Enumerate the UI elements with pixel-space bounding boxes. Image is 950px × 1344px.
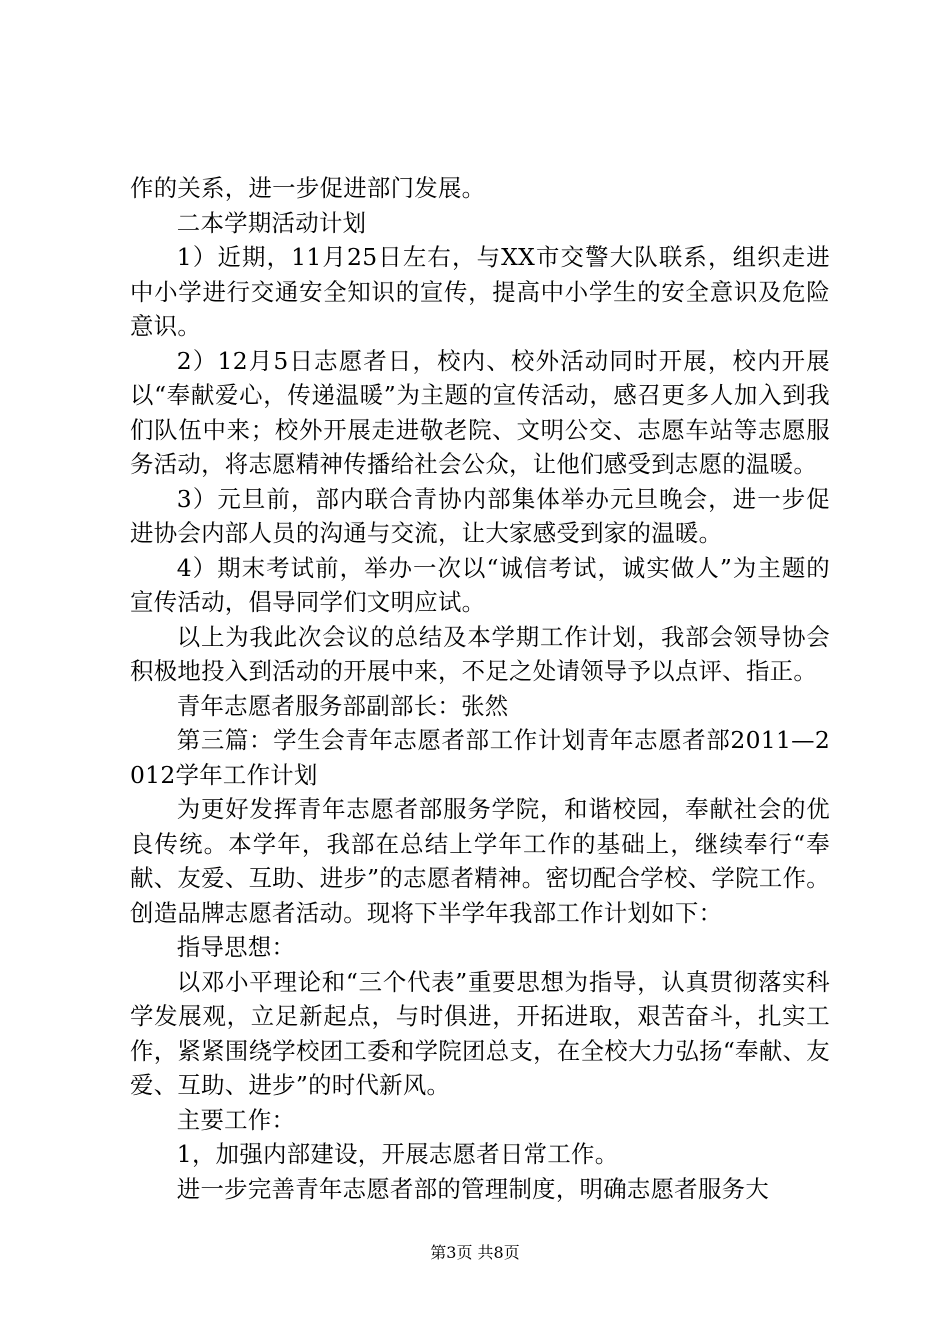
paragraph-guiding-thought: 以邓小平理论和“三个代表”重要思想为指导，认真贯彻落实科学发展观，立足新起点，与时俱进，开拓进取，艰苦奋斗，扎实工作，紧紧围绕学校团工委和学院团总支，在全校大力弘扬“奉献、友爱、互助、进步”的时代新风。 [130, 967, 830, 1099]
section-heading-activity-plan: 二本学期活动计划 [176, 208, 367, 237]
paragraph-continuation: 作的关系，进一步促进部门发展。 [130, 174, 486, 202]
paragraph-signature: 青年志愿者服务部副部长：张然 [176, 691, 509, 720]
paragraph-plan-item-2: 2）12月5日志愿者日，校内、校外活动同时开展，校内开展以“奉献爱心，传递温暖”为主题的宣传活动，感召更多人加入到我们队伍中来；校外开展走进敬老院、文明公交、志愿车站等志愿服务活动，将志愿精神传播给社会公众，让他们感受到志愿的温暖。 [130, 346, 830, 478]
paragraph-main-work-detail: 进一步完善青年志愿者部的管理制度，明确志愿者服务大 [176, 1174, 770, 1203]
section-heading-guiding-thought: 指导思想： [176, 933, 296, 961]
section-heading-main-work: 主要工作： [176, 1105, 296, 1134]
document-body [130, 171, 830, 1206]
paragraph-plan-item-1: 1）近期，11月25日左右，与XX市交警大队联系，组织走进中小学进行交通安全知识的宣传，提高中小学生的安全意识及危险意识。 [130, 243, 830, 340]
page-number-footer: 第3页 共8页 [430, 1243, 520, 1262]
section-heading-third-article: 第三篇：学生会青年志愿者部工作计划青年志愿者部2011—2012学年工作计划 [130, 726, 830, 789]
paragraph-introduction: 为更好发挥青年志愿者部服务学院，和谐校园，奉献社会的优良传统。本学年，我部在总结上学年工作的基础上，继续奉行“奉献、友爱、互助、进步”的志愿者精神。密切配合学校、学院工作。创造品牌志愿者活动。现将下半学年我部工作计划如下： [130, 795, 830, 927]
paragraph-plan-item-4: 4）期末考试前，举办一次以“诚信考试，诚实做人”为主题的宣传活动，倡导同学们文明应试。 [130, 553, 830, 616]
paragraph-summary: 以上为我此次会议的总结及本学期工作计划，我部会领导协会积极地投入到活动的开展中来，不足之处请领导予以点评、指正。 [130, 622, 830, 685]
paragraph-plan-item-3: 3）元旦前，部内联合青协内部集体举办元旦晚会，进一步促进协会内部人员的沟通与交流，让大家感受到家的温暖。 [130, 484, 830, 547]
paragraph-main-work-item-1: 1，加强内部建设，开展志愿者日常工作。 [176, 1140, 619, 1168]
